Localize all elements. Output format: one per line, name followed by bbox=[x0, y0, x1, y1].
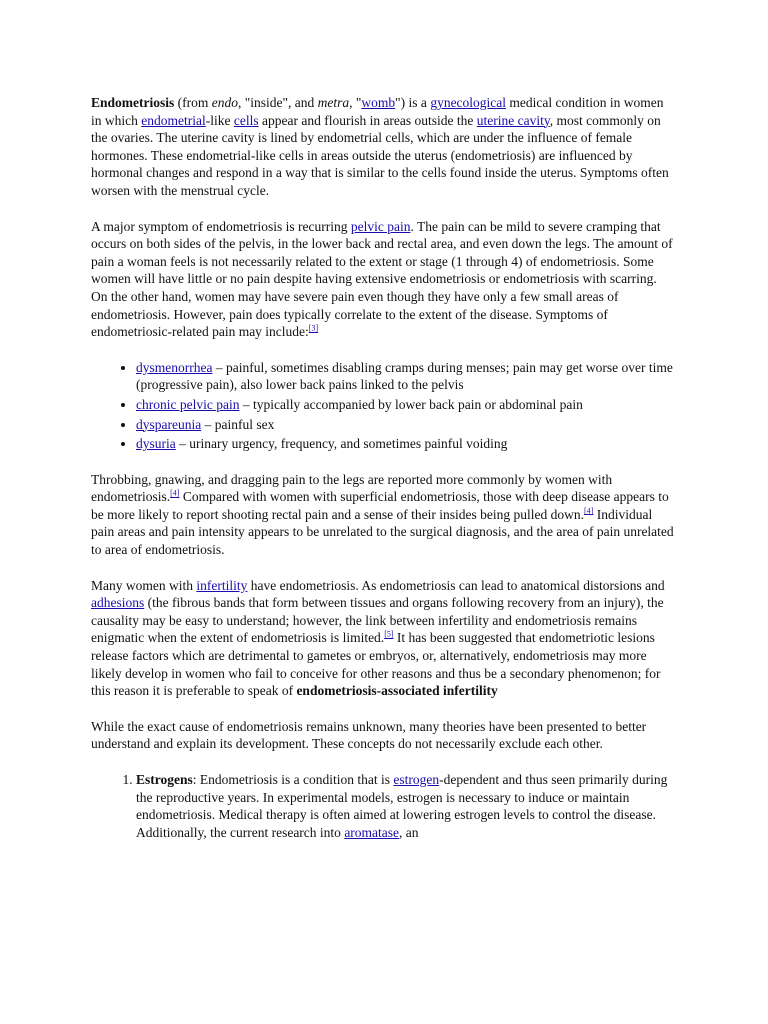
symptoms-paragraph bbox=[91, 218, 676, 341]
text: , an bbox=[399, 824, 419, 840]
link-infertility[interactable]: infertility bbox=[196, 577, 248, 593]
list-item bbox=[136, 771, 676, 841]
text: . The pain can be mild to severe cramping that occurs on both sides of the pelvis, in the lower back and rectal area, and even down the legs. The amount of pain a woman feels is not necessarily related to the extent or stage (1 through 4) of endometriosis. Some women will have little or no pain despite having extensive endometriosis or endometriosis with scarring. On the other hand, women may have severe pain even though they have only a few small areas of endometriosis. However, pain does typically correlate to the extent of the disease. Symptoms of endometriosic-related pain may include: bbox=[91, 218, 673, 340]
link-uterine-cavity[interactable]: uterine cavity bbox=[476, 112, 550, 128]
text: (from bbox=[174, 95, 212, 110]
bold-term: endometriosis-associated infertility bbox=[296, 683, 498, 699]
link-dysmenorrhea[interactable]: dysmenorrhea bbox=[136, 359, 213, 375]
text: (the fibrous bands that form between tissues and organs following recovery from an injury), the causality may be easy to understand; however, the link between infertility and endometriosis remains enigmatic when the extent of endometriosis is limited. bbox=[91, 595, 664, 646]
link-dyspareunia[interactable]: dyspareunia bbox=[136, 416, 202, 432]
causes-list bbox=[91, 771, 676, 841]
pain-paragraph bbox=[91, 471, 676, 559]
term-endometriosis: Endometriosis bbox=[91, 95, 175, 110]
text: Throbbing, gnawing, and dragging pain to the legs are reported more commonly by women with endometriosis. bbox=[91, 471, 613, 505]
link-cells[interactable]: cells bbox=[233, 112, 259, 128]
link-pelvic-pain[interactable]: pelvic pain bbox=[350, 218, 411, 234]
text: : Endometriosis is a condition that is bbox=[192, 772, 394, 787]
link-aromatase[interactable]: aromatase bbox=[344, 824, 400, 840]
text: It has been suggested that endometriotic lesions release factors which are detrimental to gametes or embryos, or, alternatively, endometriosis may more likely develop in women who fail to conceive for other reasons and thus be a secondary phenomenon; for this reason it is preferable to speak of bbox=[91, 630, 661, 699]
text: – urinary urgency, frequency, and sometimes painful voiding bbox=[175, 436, 508, 452]
link-estrogen[interactable]: estrogen bbox=[393, 772, 440, 787]
text: – painful sex bbox=[201, 416, 275, 432]
link-chronic-pelvic-pain[interactable]: chronic pelvic pain bbox=[136, 396, 240, 412]
link-gynecological[interactable]: gynecological bbox=[430, 95, 507, 110]
list-item bbox=[136, 435, 676, 453]
text: have endometriosis. As endometriosis can lead to anatomical distorsions and bbox=[247, 577, 665, 593]
link-endometrial[interactable]: endometrial bbox=[141, 112, 206, 128]
text-metra: metra bbox=[317, 95, 350, 110]
link-dysuria[interactable]: dysuria bbox=[136, 436, 176, 452]
infertility-paragraph bbox=[91, 577, 676, 700]
list-item bbox=[136, 416, 676, 434]
text: ") is a bbox=[395, 95, 431, 110]
text: -dependent and thus seen primarily during the reproductive years. In experimental models, estrogen is necessary to induce or maintain endometriosis. Medical therapy is often aimed at lowering estrogen levels to control the disease. Additionally, the current research into bbox=[136, 772, 668, 840]
text: , "inside", and bbox=[238, 95, 318, 110]
reference-link[interactable]: [3] bbox=[308, 323, 319, 333]
reference-link[interactable]: [4] bbox=[584, 506, 594, 516]
text: , most commonly on the ovaries. The uterine cavity is lined by endometrial cells, which are under the influence of female hormones. These endometrial-like cells in areas outside the uterus (endometriosis) are influenced by hormonal changes and respond in a way that is similar to the cells found inside the uterus. Symptoms often worsen with the menstrual cycle. bbox=[91, 112, 669, 198]
reference-link[interactable]: [4] bbox=[170, 488, 180, 498]
symptom-list bbox=[91, 359, 676, 453]
text: Many women with bbox=[91, 577, 197, 593]
text-endo: endo bbox=[211, 95, 239, 110]
text: medical condition in women in which bbox=[91, 95, 664, 128]
text: – typically accompanied by lower back pain or abdominal pain bbox=[239, 396, 583, 412]
article-body bbox=[91, 94, 676, 841]
list-item bbox=[136, 359, 676, 394]
cause-title: Estrogens bbox=[136, 772, 193, 787]
link-womb[interactable]: womb bbox=[361, 95, 396, 110]
text: Compared with women with superficial endometriosis, those with deep disease appears to be more likely to report shooting rectal pain and a sense of their insides being pulled down. bbox=[91, 489, 669, 522]
reference-link[interactable]: [5] bbox=[384, 629, 394, 639]
text: , " bbox=[349, 95, 362, 110]
list-item bbox=[136, 396, 676, 414]
intro-paragraph bbox=[91, 94, 676, 200]
text: -like bbox=[205, 112, 234, 128]
text: – painful, sometimes disabling cramps during menses; pain may get worse over time (progressive pain), also lower back pains linked to the pelvis bbox=[136, 359, 673, 393]
causes-paragraph: While the exact cause of endometriosis remains unknown, many theories have been presented to better understand and explain its development. These concepts do not necessarily exclude each other. bbox=[91, 718, 647, 752]
text: A major symptom of endometriosis is recurring bbox=[91, 218, 351, 234]
link-adhesions[interactable]: adhesions bbox=[91, 595, 145, 611]
text: appear and flourish in areas outside the bbox=[258, 112, 477, 128]
text: Individual pain areas and pain intensity appears to be unrelated to the surgical diagnosis, and the area of pain unrelated to area of endometriosis. bbox=[91, 506, 674, 558]
